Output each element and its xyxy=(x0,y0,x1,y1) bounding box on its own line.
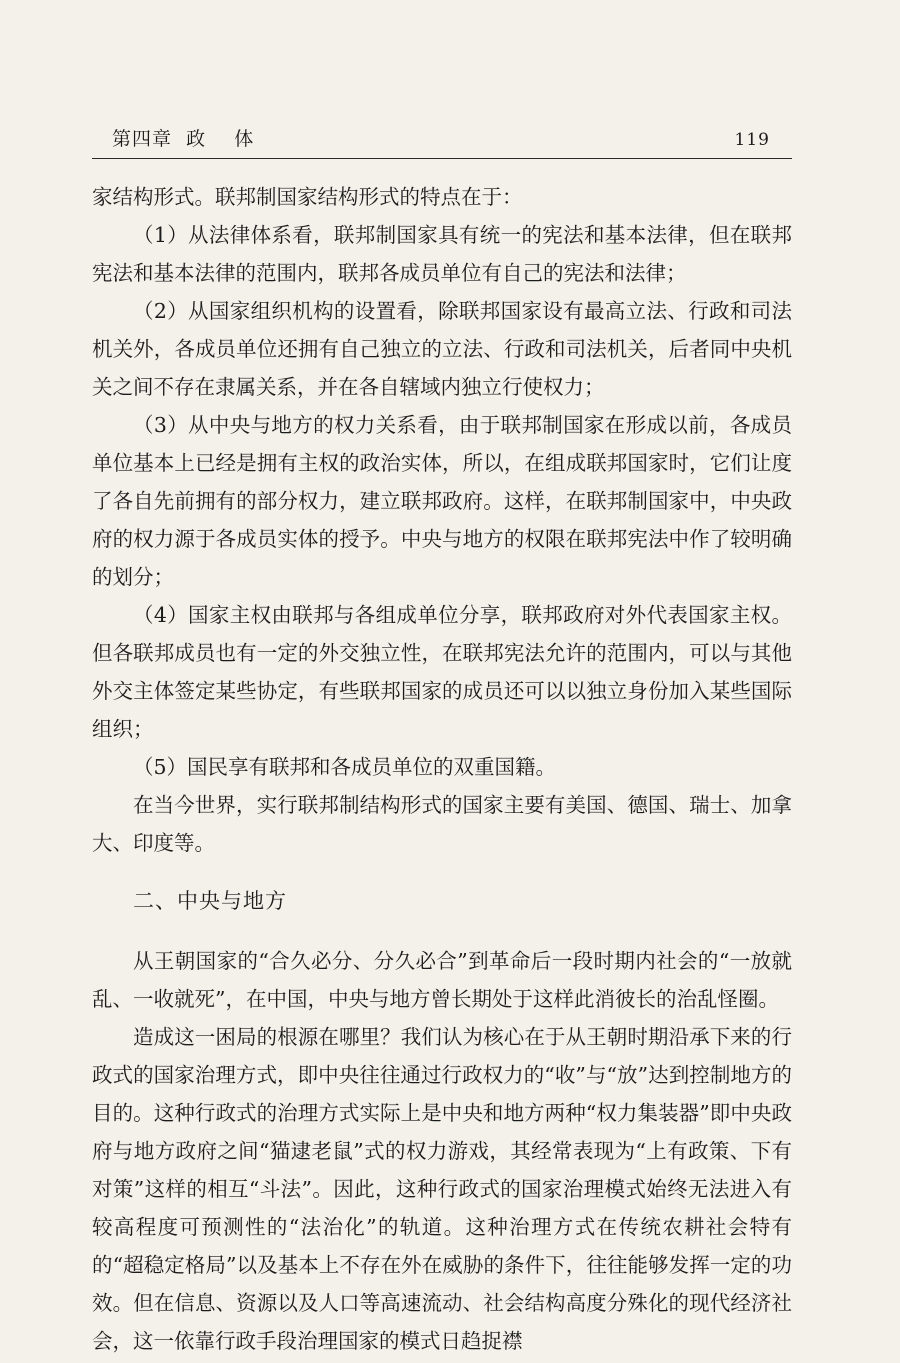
body-text xyxy=(92,178,792,1360)
paragraph: 家结构形式。联邦制国家结构形式的特点在于： xyxy=(92,185,523,209)
paragraph: （5）国民享有联邦和各成员单位的双重国籍。 xyxy=(133,755,557,779)
paragraph: （4）国家主权由联邦与各组成单位分享，联邦政府对外代表国家主权。但各联邦成员也有一定的外交独立性，在联邦宪法允许的范围内，可以与其他外交主体签定某些协定，有些联邦国家的成员还可以以独立身份加入某些国际组织； xyxy=(92,603,792,741)
page-number: 119 xyxy=(734,130,770,150)
paragraph: （1）从法律体系看，联邦制国家具有统一的宪法和基本法律，但在联邦宪法和基本法律的范围内，联邦各成员单位有自己的宪法和法律； xyxy=(92,223,792,285)
section-heading: 二、中央与地方 xyxy=(133,889,287,913)
paragraph: 从王朝国家的“合久必分、分久必合”到革命后一段时期内社会的“一放就乱、一收就死”，在中国，中央与地方曾长期处于这样此消彼长的治乱怪圈。 xyxy=(92,949,792,1011)
paragraph: （3）从中央与地方的权力关系看，由于联邦制国家在形成以前，各成员单位基本上已经是拥有主权的政治实体，所以，在组成联邦国家时，它们让度了各自先前拥有的部分权力，建立联邦政府。这样，在联邦制国家中，中央政府的权力源于各成员实体的授予。中央与地方的权限在联邦宪法中作了较明确的划分； xyxy=(92,413,792,589)
paragraph: （2）从国家组织机构的设置看，除联邦国家设有最高立法、行政和司法机关外，各成员单位还拥有自己独立的立法、行政和司法机关，后者同中央机关之间不存在隶属关系，并在各自辖域内独立行使权力； xyxy=(92,299,792,399)
running-header xyxy=(92,118,792,159)
chapter-title: 第四章 政 体 xyxy=(112,128,255,150)
paragraph: 在当今世界，实行联邦制结构形式的国家主要有美国、德国、瑞士、加拿大、印度等。 xyxy=(92,793,792,855)
paragraph: 造成这一困局的根源在哪里？我们认为核心在于从王朝时期沿承下来的行政式的国家治理方式，即中央往往通过行政权力的“收”与“放”达到控制地方的目的。这种行政式的治理方式实际上是中央和地方两种“权力集装器”即中央政府与地方政府之间“猫逮老鼠”式的权力游戏，其经常表现为“上有政策、下有对策”这样的相互“斗法”。因此，这种行政式的国家治理模式始终无法进入有较高程度可预测性的“法治化”的轨道。这种治理方式在传统农耕社会特有的“超稳定格局”以及基本上不存在外在威胁的条件下，往往能够发挥一定的功效。但在信息、资源以及人口等高速流动、社会结构高度分殊化的现代经济社会，这一依靠行政手段治理国家的模式日趋捉襟 xyxy=(92,1025,792,1353)
